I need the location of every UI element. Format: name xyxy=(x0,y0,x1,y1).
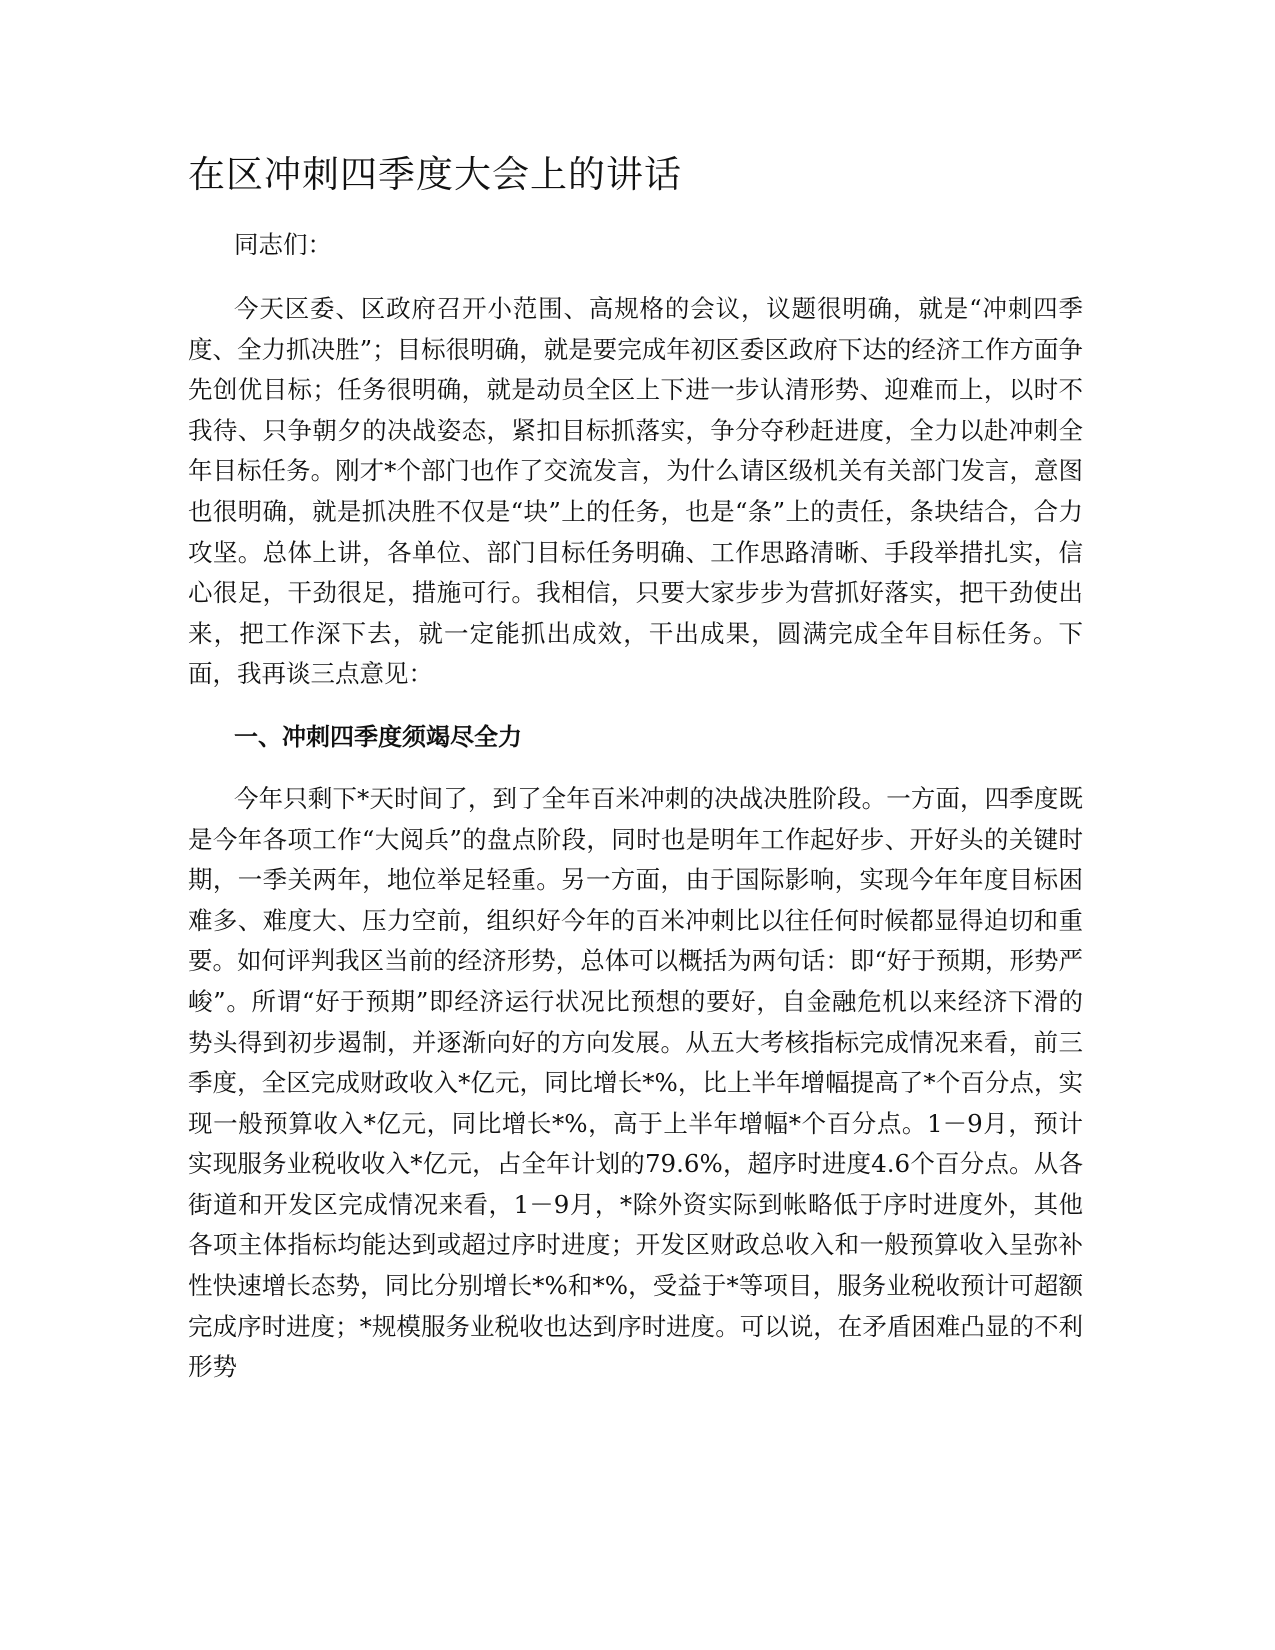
document-title: 在区冲刺四季度大会上的讲话 xyxy=(188,153,682,196)
intro-paragraph: 今天区委、区政府召开小范围、高规格的会议，议题很明确，就是“冲刺四季度、全力抓决胜”；目标很明确，就是要完成年初区委区政府下达的经济工作方面争先创优目标；任务很明确，就是动员全区上下进一步认清形势、迎难而上，以时不我待、只争朝夕的决战姿态，紧扣目标抓落实，争分夺秒赶进度，全力以赴冲刺全年目标任务。刚才*个部门也作了交流发言，为什么请区级机关有关部门发言，意图也很明确，就是抓决胜不仅是“块”上的任务，也是“条”上的责任，条块结合，合力攻坚。总体上讲，各单位、部门目标任务明确、工作思路清晰、手段举措扎实，信心很足，干劲很足，措施可行。我相信，只要大家步步为营抓好落实，把干劲使出来，把工作深下去，就一定能抓出成效，干出成果，圆满完成全年目标任务。下面，我再谈三点意见： xyxy=(188,294,1083,689)
section-heading-1: 一、冲刺四季度须竭尽全力 xyxy=(234,722,522,751)
section-1-paragraph: 今年只剩下*天时间了，到了全年百米冲刺的决战决胜阶段。一方面，四季度既是今年各项工作“大阅兵”的盘点阶段，同时也是明年工作起好步、开好头的关键时期，一季关两年，地位举足轻重。另一方面，由于国际影响，实现今年年度目标困难多、难度大、压力空前，组织好今年的百米冲刺比以往任何时候都显得迫切和重要。如何评判我区当前的经济形势，总体可以概括为两句话：即“好于预期，形势严峻”。所谓“好于预期”即经济运行状况比预想的要好，自金融危机以来经济下滑的势头得到初步遏制，并逐渐向好的方向发展。从五大考核指标完成情况来看，前三季度，全区完成财政收入*亿元，同比增长*%，比上半年增幅提高了*个百分点，实现一般预算收入*亿元，同比增长*%，高于上半年增幅*个百分点。1－9月，预计实现服务业税收收入*亿元，占全年计划的79.6%，超序时进度4.6个百分点。从各街道和开发区完成情况来看，1－9月，*除外资实际到帐略低于序时进度外，其他各项主体指标均能达到或超过序时进度；开发区财政总收入和一般预算收入呈弥补性快速增长态势，同比分别增长*%和*%，受益于*等项目，服务业税收预计可超额完成序时进度；*规模服务业税收也达到序时进度。可以说，在矛盾困难凸显的不利形势 xyxy=(188,783,1083,1382)
document-body xyxy=(188,145,1083,1410)
salutation: 同志们： xyxy=(234,230,332,259)
